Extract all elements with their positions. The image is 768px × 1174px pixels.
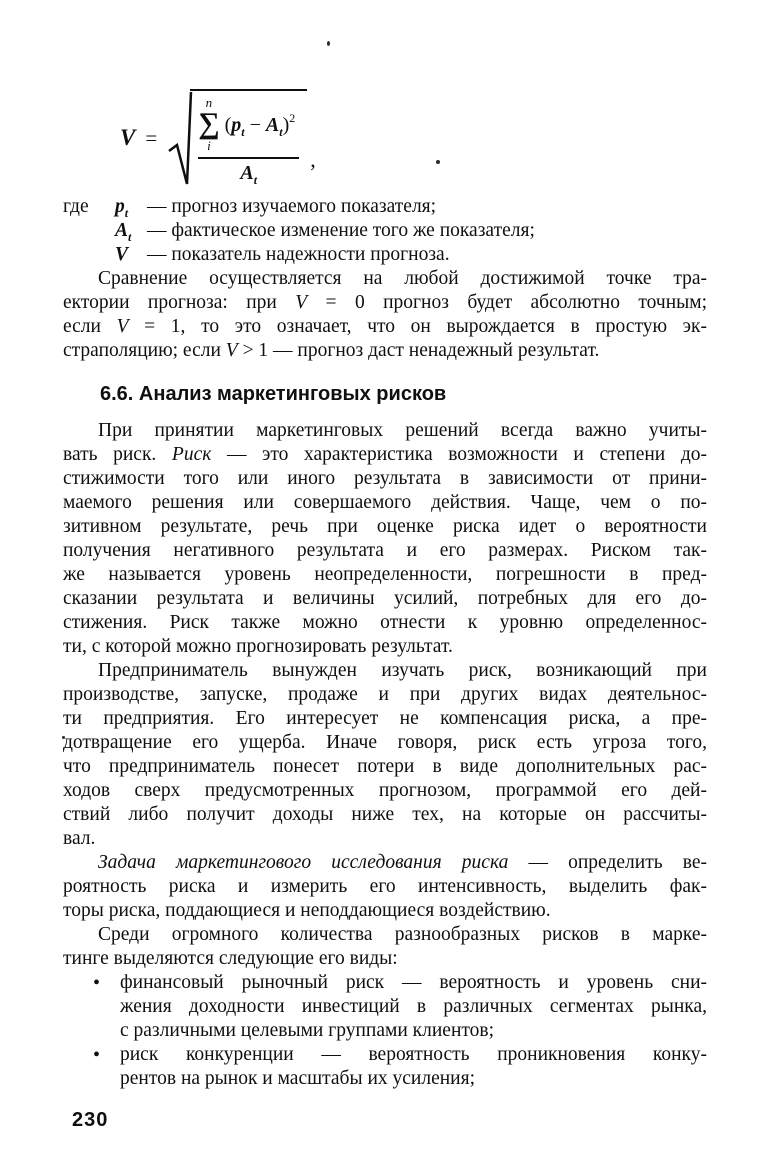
- text-line: рентов на рынок и масштабы их усиления;: [120, 1068, 475, 1089]
- text-line: получения негативного результата и его размерах. Риском так-: [63, 540, 707, 561]
- text-line: [63, 443, 707, 467]
- var-p: p: [115, 196, 125, 217]
- var-a: A: [265, 113, 280, 136]
- text-line: [63, 291, 707, 315]
- italic-term: Риск: [171, 444, 212, 465]
- text-segment: = 1, то это означает, что он вырождается в простую эк-: [128, 316, 708, 337]
- text-line: [63, 315, 707, 339]
- text-segment: — определить ве-: [508, 852, 707, 873]
- text-segment: ектории прогноза: при: [63, 292, 296, 313]
- text-line: роятность риска и измерить его интенсивность, выделить фак-: [63, 876, 707, 897]
- text-line: ти, с которой можно прогнозировать результат.: [63, 636, 453, 657]
- text-line: [63, 339, 707, 363]
- summand-expression: [224, 110, 296, 139]
- radicand: [190, 89, 307, 185]
- var-a: A: [115, 220, 129, 241]
- square-root: [167, 89, 307, 187]
- paragraph-list-intro: [63, 923, 707, 971]
- sigma-icon: ∑: [198, 107, 220, 140]
- text-segment: если: [63, 316, 117, 337]
- italic-term: Задача маркетингового исследования риска: [98, 852, 509, 873]
- exponent-2: 2: [289, 110, 296, 125]
- subscript-t: t: [128, 230, 132, 244]
- text-line: Предприниматель вынужден изучать риск, возникающий при: [98, 660, 707, 681]
- definition-lead: [63, 219, 115, 243]
- text-line: Среди огромного количества разнообразных рисков в марке-: [98, 924, 707, 945]
- text-segment: вать риск.: [63, 444, 172, 465]
- paragraph-comparison: [63, 267, 707, 363]
- sum-lower-limit: i: [207, 138, 211, 153]
- formula-lhs: V: [120, 125, 136, 150]
- text-line: зитивном результате, речь при оценке риска идет о вероятности: [63, 516, 707, 537]
- text-line: же называется уровень неопределенности, погрешности в пред-: [63, 564, 707, 585]
- definition-symbol: [115, 195, 147, 219]
- text-segment: страполяцию; если: [63, 340, 226, 361]
- text-line: что предприниматель понесет потери в виде дополнительных рас-: [63, 756, 707, 777]
- formula-comma: ,: [310, 147, 316, 172]
- text-line: При принятии маркетинговых решений всегда важно учиты-: [98, 420, 707, 441]
- var-a: A: [240, 162, 254, 184]
- definition-row: [63, 195, 707, 219]
- forecast-reliability-formula: [120, 88, 707, 188]
- text-line: Сравнение осуществляется на любой достижимой точке тра-: [98, 268, 707, 289]
- text-line: ствий либо получит доходы ниже тех, на которые он рассчиты-: [63, 804, 707, 825]
- list-item-financial-risk: [63, 971, 707, 1043]
- text-line: стижения. Риск также можно отнести к уровню определеннос-: [63, 612, 707, 633]
- text-line: вал.: [63, 828, 96, 849]
- page-number: 230: [72, 1109, 109, 1131]
- definition-text: — показатель надежности прогноза.: [147, 244, 450, 265]
- text-line: жения доходности инвестиций в различных сегментах рынка,: [120, 996, 707, 1017]
- var-v: V: [116, 316, 129, 337]
- list-item-text: [120, 1043, 707, 1091]
- definition-row: [63, 243, 707, 267]
- definition-row: [63, 219, 707, 243]
- fraction: [198, 96, 299, 185]
- text-line: стижимости того или иного результата в зависимости от прини-: [63, 468, 707, 489]
- text-line: ти предприятия. Его интересует не компенсация риска, а пре-: [63, 708, 707, 729]
- bullet-icon: •: [93, 972, 101, 994]
- var-v: V: [295, 292, 308, 313]
- text-segment: > 1 — прогноз даст ненадежный результат.: [237, 340, 600, 361]
- text-line: риск конкуренции — вероятность проникновения конку-: [120, 1044, 707, 1065]
- definition-text: — фактическое изменение того же показателя;: [147, 220, 535, 241]
- text-line: сказании результата и величины усилий, потребных для его до-: [63, 588, 707, 609]
- section-heading: 6.6. Анализ маркетинговых рисков: [100, 383, 447, 405]
- equals-sign: =: [145, 126, 158, 150]
- definition-text: — прогноз изучаемого показателя;: [147, 196, 437, 217]
- subscript-t: t: [241, 124, 245, 139]
- subscript-t: t: [253, 173, 258, 187]
- text-line: торы риска, поддающиеся и неподдающиеся воздействию.: [63, 900, 551, 921]
- variable-definitions: [63, 195, 707, 267]
- text-segment: — это характеристика возможности и степени до-: [211, 444, 707, 465]
- paragraph-risk-definition: [63, 419, 707, 659]
- definition-lead: где: [63, 196, 89, 217]
- fraction-denominator: [198, 157, 299, 185]
- definition-symbol: [115, 219, 147, 243]
- open-paren: (: [224, 113, 232, 136]
- fraction-numerator: [198, 96, 299, 157]
- minus-sign: −: [244, 113, 266, 136]
- var-v: V: [115, 244, 129, 265]
- bullet-icon: •: [93, 1044, 101, 1066]
- sum-upper-limit: n: [205, 95, 213, 110]
- text-line: финансовый рыночный риск — вероятность и уровень сни-: [120, 972, 707, 993]
- text-segment: = 0 прогноз будет абсолютно точным;: [307, 292, 708, 313]
- text-line: производстве, запуске, продаже и при других видах деятельнос-: [63, 684, 707, 705]
- text-line: с различными целевыми группами клиентов;: [120, 1020, 495, 1041]
- subscript-t: t: [124, 206, 129, 220]
- text-line: маемого решения или совершаемого действия. Чаще, чем о по-: [63, 492, 707, 513]
- paragraph-entrepreneur: [63, 659, 707, 851]
- subscript-t: t: [279, 124, 283, 139]
- text-line: дотвращение его ущерба. Иначе говоря, риск есть угроза того,: [63, 732, 707, 753]
- paragraph-research-task: [63, 851, 707, 923]
- close-paren: ): [282, 113, 290, 136]
- definition-symbol: [115, 243, 147, 267]
- text-line: ходов сверх предусмотренных прогнозом, программой его дей-: [63, 780, 707, 801]
- list-item-competition-risk: [63, 1043, 707, 1091]
- var-v: V: [225, 340, 238, 361]
- summation: [198, 96, 219, 153]
- definition-lead: [63, 243, 115, 267]
- text-column: [63, 0, 707, 1091]
- text-line: тинге выделяются следующие его виды:: [63, 948, 398, 969]
- var-p: p: [231, 113, 242, 136]
- list-item-text: [120, 971, 707, 1043]
- text-line: [63, 851, 707, 875]
